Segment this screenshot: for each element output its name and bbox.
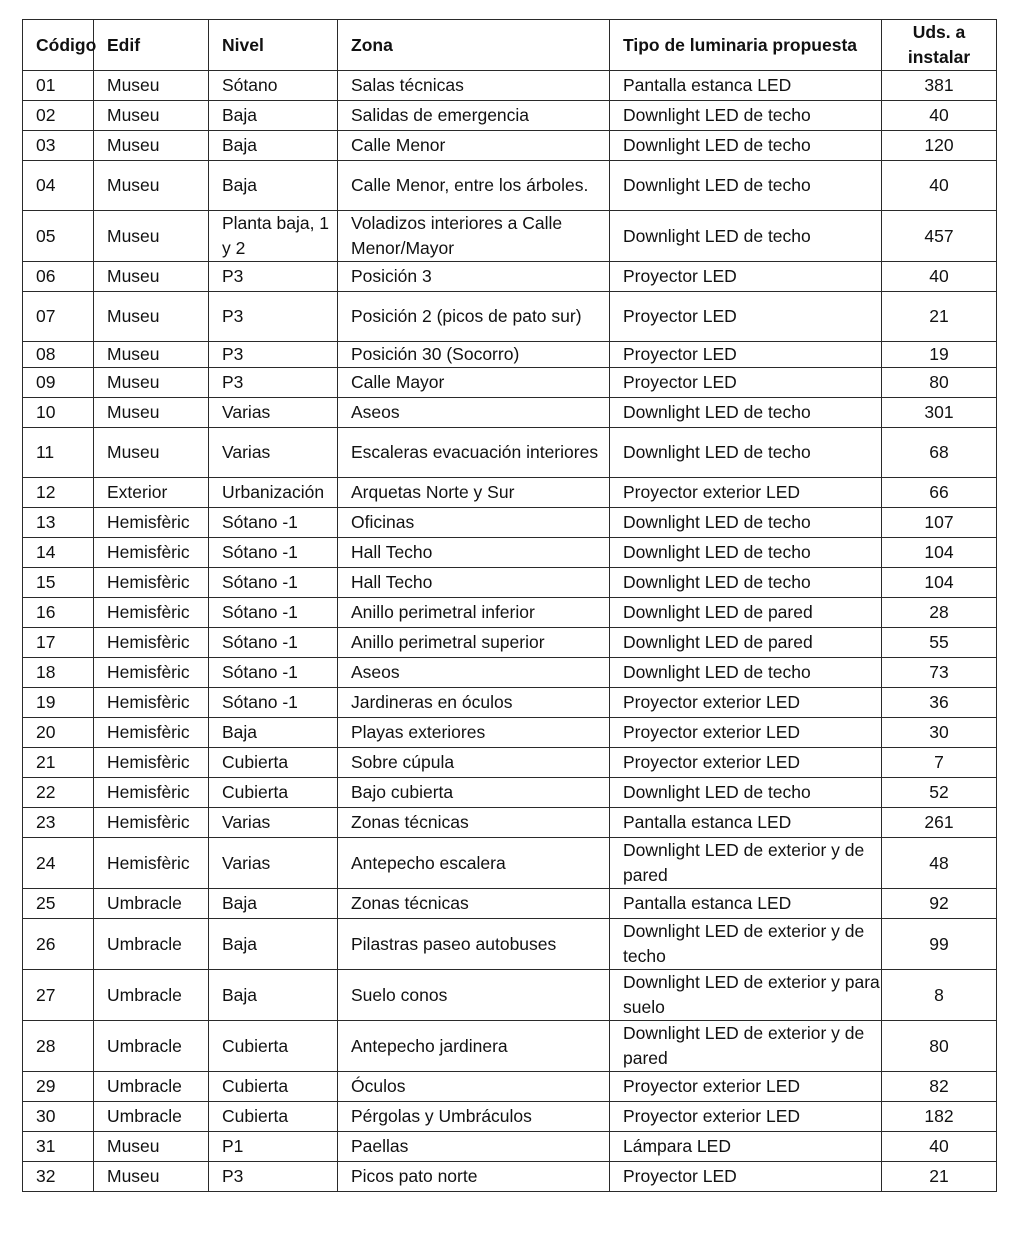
cell-edif: Umbracle — [94, 919, 209, 970]
cell-uds: 21 — [882, 1162, 997, 1192]
table-row — [23, 718, 997, 748]
cell-edif: Exterior — [94, 478, 209, 508]
cell-uds: 28 — [882, 598, 997, 628]
cell-uds: 21 — [882, 292, 997, 342]
cell-zona: Salas técnicas — [338, 71, 610, 101]
cell-codigo: 10 — [23, 398, 94, 428]
cell-codigo: 22 — [23, 778, 94, 808]
cell-edif: Hemisfèric — [94, 568, 209, 598]
cell-zona: Aseos — [338, 658, 610, 688]
cell-zona: Salidas de emergencia — [338, 101, 610, 131]
cell-tipo: Proyector exterior LED — [610, 718, 882, 748]
cell-edif: Hemisfèric — [94, 778, 209, 808]
cell-nivel: Varias — [209, 428, 338, 478]
cell-uds: 66 — [882, 478, 997, 508]
cell-edif: Hemisfèric — [94, 508, 209, 538]
cell-tipo: Downlight LED de exterior y para suelo — [610, 970, 882, 1021]
cell-uds: 120 — [882, 131, 997, 161]
cell-tipo: Downlight LED de techo — [610, 101, 882, 131]
cell-codigo: 14 — [23, 538, 94, 568]
cell-edif: Museu — [94, 292, 209, 342]
cell-uds: 99 — [882, 919, 997, 970]
cell-nivel: Cubierta — [209, 1072, 338, 1102]
cell-codigo: 25 — [23, 889, 94, 919]
cell-nivel: Urbanización — [209, 478, 338, 508]
cell-tipo: Pantalla estanca LED — [610, 889, 882, 919]
cell-uds: 107 — [882, 508, 997, 538]
cell-codigo: 09 — [23, 368, 94, 398]
table-body — [23, 71, 997, 1192]
cell-codigo: 24 — [23, 838, 94, 889]
cell-tipo: Downlight LED de pared — [610, 628, 882, 658]
cell-edif: Umbracle — [94, 1072, 209, 1102]
cell-edif: Museu — [94, 101, 209, 131]
cell-zona: Playas exteriores — [338, 718, 610, 748]
cell-tipo: Pantalla estanca LED — [610, 808, 882, 838]
table-row — [23, 161, 997, 211]
table-header-row — [23, 20, 997, 71]
cell-tipo: Pantalla estanca LED — [610, 71, 882, 101]
table-row — [23, 598, 997, 628]
cell-codigo: 27 — [23, 970, 94, 1021]
table-row — [23, 262, 997, 292]
cell-tipo: Proyector LED — [610, 368, 882, 398]
cell-zona: Oficinas — [338, 508, 610, 538]
cell-uds: 7 — [882, 748, 997, 778]
table-row — [23, 970, 997, 1021]
cell-nivel: Sótano -1 — [209, 658, 338, 688]
luminaire-table-container — [22, 19, 997, 1192]
cell-nivel: P3 — [209, 368, 338, 398]
cell-zona: Posición 3 — [338, 262, 610, 292]
cell-tipo: Downlight LED de exterior y de pared — [610, 1021, 882, 1072]
cell-uds: 40 — [882, 161, 997, 211]
cell-nivel: Sótano -1 — [209, 538, 338, 568]
cell-uds: 381 — [882, 71, 997, 101]
cell-zona: Aseos — [338, 398, 610, 428]
cell-tipo: Downlight LED de pared — [610, 598, 882, 628]
cell-edif: Hemisfèric — [94, 808, 209, 838]
cell-nivel: Cubierta — [209, 778, 338, 808]
cell-codigo: 12 — [23, 478, 94, 508]
cell-uds: 19 — [882, 342, 997, 368]
cell-codigo: 18 — [23, 658, 94, 688]
cell-uds: 104 — [882, 568, 997, 598]
header-nivel: Nivel — [209, 20, 338, 71]
cell-nivel: Varias — [209, 838, 338, 889]
cell-tipo: Downlight LED de techo — [610, 658, 882, 688]
cell-uds: 8 — [882, 970, 997, 1021]
cell-codigo: 08 — [23, 342, 94, 368]
cell-tipo: Proyector LED — [610, 292, 882, 342]
cell-uds: 80 — [882, 368, 997, 398]
cell-nivel: Baja — [209, 161, 338, 211]
table-row — [23, 101, 997, 131]
table-row — [23, 1132, 997, 1162]
cell-tipo: Downlight LED de techo — [610, 211, 882, 262]
table-row — [23, 342, 997, 368]
cell-uds: 82 — [882, 1072, 997, 1102]
header-codigo: Código — [23, 20, 94, 71]
cell-edif: Museu — [94, 131, 209, 161]
cell-tipo: Downlight LED de techo — [610, 778, 882, 808]
cell-codigo: 29 — [23, 1072, 94, 1102]
cell-uds: 48 — [882, 838, 997, 889]
cell-uds: 52 — [882, 778, 997, 808]
cell-tipo: Proyector exterior LED — [610, 748, 882, 778]
table-row — [23, 538, 997, 568]
cell-tipo: Proyector exterior LED — [610, 1102, 882, 1132]
cell-codigo: 06 — [23, 262, 94, 292]
cell-tipo: Downlight LED de techo — [610, 398, 882, 428]
cell-uds: 30 — [882, 718, 997, 748]
cell-tipo: Downlight LED de exterior y de techo — [610, 919, 882, 970]
cell-edif: Umbracle — [94, 1102, 209, 1132]
cell-uds: 36 — [882, 688, 997, 718]
cell-codigo: 01 — [23, 71, 94, 101]
cell-zona: Bajo cubierta — [338, 778, 610, 808]
cell-nivel: Sótano — [209, 71, 338, 101]
table-row — [23, 508, 997, 538]
cell-edif: Hemisfèric — [94, 748, 209, 778]
cell-tipo: Proyector exterior LED — [610, 478, 882, 508]
cell-nivel: Baja — [209, 889, 338, 919]
table-row — [23, 919, 997, 970]
cell-uds: 182 — [882, 1102, 997, 1132]
cell-zona: Jardineras en óculos — [338, 688, 610, 718]
cell-edif: Umbracle — [94, 1021, 209, 1072]
cell-tipo: Downlight LED de techo — [610, 508, 882, 538]
cell-zona: Arquetas Norte y Sur — [338, 478, 610, 508]
cell-nivel: Cubierta — [209, 748, 338, 778]
cell-codigo: 23 — [23, 808, 94, 838]
cell-uds: 40 — [882, 101, 997, 131]
cell-nivel: Planta baja, 1 y 2 — [209, 211, 338, 262]
cell-zona: Voladizos interiores a Calle Menor/Mayor — [338, 211, 610, 262]
cell-nivel: P1 — [209, 1132, 338, 1162]
cell-tipo: Downlight LED de techo — [610, 538, 882, 568]
cell-uds: 92 — [882, 889, 997, 919]
cell-nivel: Varias — [209, 808, 338, 838]
cell-nivel: Cubierta — [209, 1102, 338, 1132]
cell-edif: Museu — [94, 368, 209, 398]
table-row — [23, 838, 997, 889]
cell-nivel: P3 — [209, 342, 338, 368]
cell-nivel: P3 — [209, 262, 338, 292]
cell-zona: Escaleras evacuación interiores — [338, 428, 610, 478]
cell-edif: Hemisfèric — [94, 538, 209, 568]
cell-nivel: Varias — [209, 398, 338, 428]
cell-codigo: 03 — [23, 131, 94, 161]
header-uds: Uds. a instalar — [882, 20, 997, 71]
cell-codigo: 32 — [23, 1162, 94, 1192]
cell-zona: Calle Menor, entre los árboles. — [338, 161, 610, 211]
cell-codigo: 26 — [23, 919, 94, 970]
cell-edif: Hemisfèric — [94, 628, 209, 658]
cell-uds: 40 — [882, 262, 997, 292]
cell-edif: Museu — [94, 428, 209, 478]
cell-tipo: Lámpara LED — [610, 1132, 882, 1162]
cell-edif: Hemisfèric — [94, 688, 209, 718]
cell-nivel: P3 — [209, 1162, 338, 1192]
table-row — [23, 478, 997, 508]
cell-edif: Hemisfèric — [94, 598, 209, 628]
cell-nivel: Sótano -1 — [209, 508, 338, 538]
table-row — [23, 368, 997, 398]
cell-edif: Museu — [94, 262, 209, 292]
header-zona: Zona — [338, 20, 610, 71]
table-row — [23, 808, 997, 838]
cell-edif: Museu — [94, 161, 209, 211]
table-row — [23, 778, 997, 808]
table-row — [23, 889, 997, 919]
table-row — [23, 628, 997, 658]
table-row — [23, 292, 997, 342]
cell-edif: Hemisfèric — [94, 718, 209, 748]
cell-codigo: 02 — [23, 101, 94, 131]
table-row — [23, 1162, 997, 1192]
cell-codigo: 30 — [23, 1102, 94, 1132]
cell-edif: Museu — [94, 1162, 209, 1192]
cell-codigo: 04 — [23, 161, 94, 211]
cell-codigo: 20 — [23, 718, 94, 748]
cell-edif: Umbracle — [94, 970, 209, 1021]
table-row — [23, 211, 997, 262]
cell-edif: Museu — [94, 398, 209, 428]
cell-codigo: 05 — [23, 211, 94, 262]
cell-tipo: Proyector exterior LED — [610, 1072, 882, 1102]
cell-zona: Sobre cúpula — [338, 748, 610, 778]
cell-zona: Calle Mayor — [338, 368, 610, 398]
table-row — [23, 1102, 997, 1132]
cell-zona: Óculos — [338, 1072, 610, 1102]
table-row — [23, 688, 997, 718]
cell-tipo: Proyector exterior LED — [610, 688, 882, 718]
cell-uds: 80 — [882, 1021, 997, 1072]
header-edif: Edif — [94, 20, 209, 71]
cell-uds: 457 — [882, 211, 997, 262]
cell-tipo: Proyector LED — [610, 342, 882, 368]
cell-tipo: Proyector LED — [610, 1162, 882, 1192]
cell-edif: Museu — [94, 211, 209, 262]
cell-tipo: Downlight LED de techo — [610, 568, 882, 598]
table-row — [23, 568, 997, 598]
cell-edif: Umbracle — [94, 889, 209, 919]
cell-nivel: Sótano -1 — [209, 568, 338, 598]
cell-codigo: 17 — [23, 628, 94, 658]
cell-zona: Hall Techo — [338, 538, 610, 568]
cell-zona: Antepecho jardinera — [338, 1021, 610, 1072]
cell-zona: Zonas técnicas — [338, 889, 610, 919]
cell-nivel: Baja — [209, 919, 338, 970]
cell-codigo: 28 — [23, 1021, 94, 1072]
cell-zona: Posición 2 (picos de pato sur) — [338, 292, 610, 342]
cell-zona: Hall Techo — [338, 568, 610, 598]
cell-codigo: 19 — [23, 688, 94, 718]
cell-uds: 40 — [882, 1132, 997, 1162]
cell-edif: Hemisfèric — [94, 838, 209, 889]
cell-edif: Hemisfèric — [94, 658, 209, 688]
cell-uds: 73 — [882, 658, 997, 688]
cell-uds: 104 — [882, 538, 997, 568]
table-row — [23, 748, 997, 778]
cell-nivel: Baja — [209, 101, 338, 131]
cell-zona: Suelo conos — [338, 970, 610, 1021]
table-row — [23, 1072, 997, 1102]
cell-zona: Paellas — [338, 1132, 610, 1162]
cell-edif: Museu — [94, 342, 209, 368]
table-row — [23, 428, 997, 478]
cell-codigo: 07 — [23, 292, 94, 342]
cell-edif: Museu — [94, 71, 209, 101]
cell-tipo: Downlight LED de techo — [610, 161, 882, 211]
cell-nivel: P3 — [209, 292, 338, 342]
cell-zona: Pérgolas y Umbráculos — [338, 1102, 610, 1132]
cell-uds: 261 — [882, 808, 997, 838]
table-row — [23, 398, 997, 428]
table-row — [23, 71, 997, 101]
cell-zona: Anillo perimetral inferior — [338, 598, 610, 628]
cell-zona: Posición 30 (Socorro) — [338, 342, 610, 368]
table-row — [23, 658, 997, 688]
cell-zona: Picos pato norte — [338, 1162, 610, 1192]
cell-codigo: 21 — [23, 748, 94, 778]
cell-uds: 68 — [882, 428, 997, 478]
cell-nivel: Sótano -1 — [209, 598, 338, 628]
cell-zona: Anillo perimetral superior — [338, 628, 610, 658]
cell-nivel: Cubierta — [209, 1021, 338, 1072]
cell-nivel: Baja — [209, 970, 338, 1021]
cell-tipo: Downlight LED de techo — [610, 428, 882, 478]
cell-zona: Calle Menor — [338, 131, 610, 161]
cell-codigo: 11 — [23, 428, 94, 478]
cell-zona: Antepecho escalera — [338, 838, 610, 889]
cell-nivel: Baja — [209, 131, 338, 161]
cell-uds: 55 — [882, 628, 997, 658]
cell-codigo: 31 — [23, 1132, 94, 1162]
cell-zona: Pilastras paseo autobuses — [338, 919, 610, 970]
cell-zona: Zonas técnicas — [338, 808, 610, 838]
cell-nivel: Sótano -1 — [209, 628, 338, 658]
cell-nivel: Sótano -1 — [209, 688, 338, 718]
cell-tipo: Downlight LED de techo — [610, 131, 882, 161]
luminaire-table — [22, 19, 997, 1192]
cell-nivel: Baja — [209, 718, 338, 748]
table-row — [23, 131, 997, 161]
header-tipo: Tipo de luminaria propuesta — [610, 20, 882, 71]
table-row — [23, 1021, 997, 1072]
cell-tipo: Proyector LED — [610, 262, 882, 292]
cell-codigo: 16 — [23, 598, 94, 628]
cell-codigo: 15 — [23, 568, 94, 598]
cell-uds: 301 — [882, 398, 997, 428]
cell-codigo: 13 — [23, 508, 94, 538]
cell-tipo: Downlight LED de exterior y de pared — [610, 838, 882, 889]
cell-edif: Museu — [94, 1132, 209, 1162]
